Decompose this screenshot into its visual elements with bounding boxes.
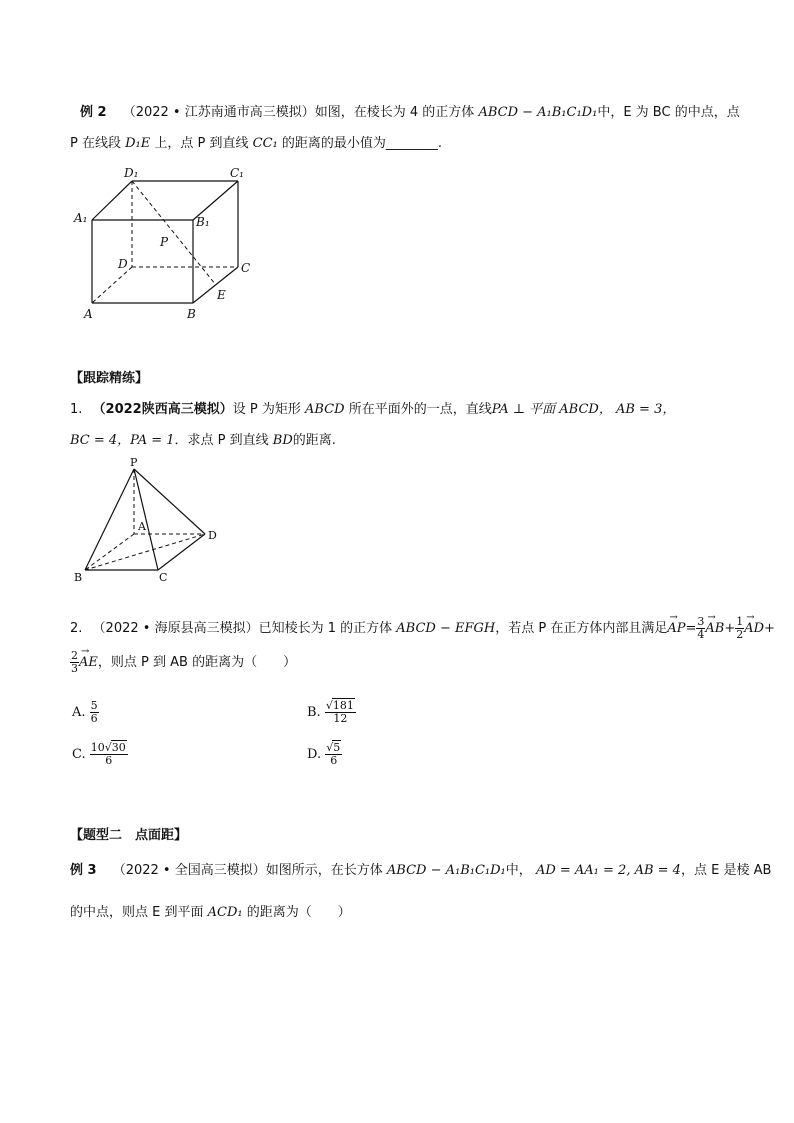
option-c-letter: C. (72, 747, 86, 762)
practice-heading: 【跟踪精练】 (70, 371, 149, 386)
question-2-text-2: ，若点 P 在正方体内部且满足 (495, 621, 668, 636)
fraction-numerator: 2 (71, 649, 78, 662)
fraction-denominator: 6 (90, 712, 98, 725)
example-2-label: 例 2 (80, 105, 107, 120)
question-2-text: 已知棱长为 1 的正方体 (258, 621, 393, 636)
question-1-text-2: 所在平面外的一点，直线 (348, 402, 492, 417)
label-a1: A₁ (74, 211, 88, 225)
segment-d1e: D₁E (125, 136, 151, 151)
option-d-letter: D. (307, 747, 322, 762)
fraction-denominator: 6 (105, 754, 113, 767)
option-a-letter: A. (72, 705, 86, 720)
cube-name: ABCD − A₁B₁C₁D₁ (478, 105, 598, 120)
fraction-2-3 (70, 650, 79, 675)
question-2-line-2 (70, 650, 296, 675)
label-a: A (84, 307, 93, 321)
cube-name: ABCD − EFGH (396, 621, 496, 636)
example-3-text-5: 的距离为（ ） (246, 905, 351, 920)
question-1-text-3: ．求点 P 到直线 (174, 433, 269, 448)
label-e: E (217, 288, 226, 302)
option-a-value (90, 700, 99, 725)
label-c1: C₁ (230, 166, 244, 180)
example-2-blank: 的距离的最小值为________. (281, 136, 443, 151)
example-2-text-4: 上，点 P 到直线 (154, 136, 249, 151)
label-d: D (118, 257, 128, 271)
cube-figure (60, 160, 280, 330)
line-bd: BD (272, 433, 293, 448)
fraction-denominator: 4 (697, 628, 705, 641)
example-3-label: 例 3 (70, 863, 97, 878)
radicand: 30 (111, 741, 126, 754)
label-c: C (159, 571, 168, 584)
option-c-value: $\frac{10√30}{6}$ (90, 741, 126, 767)
plane-acd1: ACD₁ (207, 905, 243, 920)
example-3-text-3: ，点 E 是棱 AB (680, 863, 772, 878)
question-1-text: 设 P 为矩形 (232, 402, 301, 417)
option-d[interactable] (307, 742, 342, 767)
question-1-number: 1. (70, 402, 83, 417)
label-p: P (160, 235, 169, 249)
label-b: B (187, 307, 196, 321)
label-d1: D₁ (124, 166, 139, 180)
pyramid-figure (70, 455, 240, 585)
example-2-text: 如图，在棱长为 4 的正方体 (314, 105, 475, 120)
label-p: P (130, 456, 138, 469)
question-1-line-2 (70, 432, 336, 450)
example-2-line-1 (80, 104, 740, 122)
question-2-source: （2022 • 海原县高三模拟） (92, 621, 259, 636)
fraction-numerator: 3 (697, 615, 705, 628)
example-2-text-2: 中，E 为 BC 的中点，点 (597, 105, 740, 120)
example-3-text-4: 的中点，则点 E 到平面 (70, 905, 204, 920)
example-2-line-2 (70, 135, 442, 153)
question-2-number: 2. (70, 621, 83, 636)
fraction-denominator: 2 (736, 628, 744, 641)
rectangle-name: ABCD (304, 402, 345, 417)
equals-sign: = (685, 621, 697, 636)
pa-perpendicular: PA ⊥ 平面 ABCD， (491, 402, 612, 417)
option-d-value: $\frac{√5}{6}$ (326, 741, 341, 767)
label-a: A (138, 520, 146, 533)
question-1-text-4: 的距离. (292, 433, 336, 448)
option-a[interactable] (72, 700, 99, 725)
example-3-line-2 (70, 904, 351, 922)
example-2-text-3: P 在线段 (70, 136, 121, 151)
vector-ab: → AB (705, 620, 724, 638)
option-b-value: $\frac{√181}{12}$ (325, 699, 354, 725)
question-1-line-1 (70, 401, 675, 419)
plus-sign: + (724, 621, 736, 636)
coefficient: 10 (90, 741, 105, 754)
cuboid-dimensions: AD = AA₁ = 2, AB = 4 (535, 863, 681, 878)
fraction-numerator: 1 (736, 615, 744, 628)
ab-length: AB = 3， (615, 402, 676, 417)
line-cc1: CC₁ (252, 136, 278, 151)
fraction-numerator: 5 (90, 699, 98, 712)
plus-sign: + (764, 621, 775, 636)
fraction-denominator: 12 (333, 712, 348, 725)
option-b[interactable] (307, 700, 356, 725)
question-1-source: （2022陕西高三模拟） (92, 402, 233, 417)
example-2-source: （2022 • 江苏南通市高三模拟） (122, 105, 315, 120)
bc-pa-values: BC = 4，PA = 1 (70, 433, 175, 448)
fraction-denominator: 3 (71, 662, 78, 675)
label-d: D (208, 529, 217, 542)
label-b: B (74, 571, 83, 584)
radicand: 181 (332, 699, 354, 712)
label-b1: B₁ (196, 215, 210, 229)
radicand: 5 (333, 741, 341, 754)
question-2-line-1 (70, 616, 775, 641)
vector-ad: → AD (744, 620, 764, 638)
example-3-line-1 (70, 862, 771, 880)
type-2-heading: 【题型二 点面距】 (70, 828, 188, 843)
question-2-text-3: ，则点 P 到 AB 的距离为（ ） (97, 655, 297, 670)
example-3-text-2: 中， (505, 863, 532, 878)
vector-ap: → AP (667, 620, 685, 638)
example-3-source: （2022 • 全国高三模拟） (112, 863, 266, 878)
fraction-1-2 (735, 616, 744, 641)
option-c[interactable] (72, 742, 128, 767)
fraction-denominator: 6 (330, 754, 338, 767)
vector-ae: → AE (79, 654, 98, 672)
label-c: C (241, 261, 251, 275)
option-b-letter: B. (307, 705, 321, 720)
example-3-text: 如图所示，在长方体 (265, 863, 383, 878)
cuboid-name: ABCD − A₁B₁C₁D₁ (386, 863, 506, 878)
